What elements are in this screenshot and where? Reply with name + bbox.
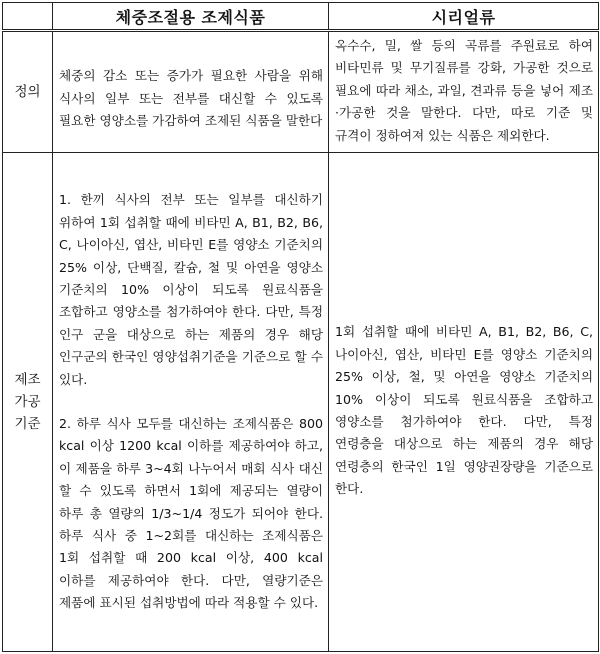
paragraph: 1회 섭취할 때에 비타민 A, B1, B2, B6, C, 나이아신, 엽산, 비타민 E를 영양소 기준치의 25% 이상, 철, 및 아연을 영양소 기준치의 10% 이상이 되도록 원료식품을 조합하고 영양소를 첨가하여야 한다. 다만, 특정 연령층을 대상으로 하는 제품의 경우 해당 연령층의 한국인 1일 영양권장량을 기준으로 한다.: [335, 324, 593, 497]
definition-row: [3, 31, 599, 153]
manufacturing-standard-row: [3, 153, 599, 652]
row-label-text: 가공: [14, 394, 41, 410]
manufacturing-weight-control-cell: [53, 153, 329, 652]
paragraph-item-1: 1. 한끼 식사의 전부 또는 일부를 대신하기 위하여 1회 섭취할 때에 비타민 A, B1, B2, B6, C, 나이아신, 엽산, 비타민 E를 영양소 기준치의 25% 이상, 단백질, 칼슘, 철 및 아연을 영양소 기준치의 10% 이상이 되도록 원료식품을 조합하고 영양소를 첨가하여야 한다. 다만, 특정 인구 군을 대상으로 하는 제품의 경우 해당 인구군의 한국인 영양섭취기준을 기준으로 할 수 있다.: [59, 192, 323, 387]
paragraph: 옥수수, 밀, 쌀 등의 곡류를 주원료로 하여 비타민류 및 무기질류를 강화, 가공한 것으로 필요에 따라 채소, 과일, 견과류 등을 넣어 제조·가공한 것을 말한다. 다만, 따로 기준 및 규격이 정하여져 있는 식품은 제외한다.: [335, 38, 593, 143]
header-weight-control-food: 체중조절용 조제식품: [53, 3, 329, 31]
row-label-text: 제조: [14, 372, 41, 388]
row-label-text: 기준: [14, 416, 41, 432]
manufacturing-cereal-cell: [329, 153, 599, 652]
paragraph-item-2: 2. 하루 식사 모두를 대신하는 조제식품은 800 kcal 이상 1200 kcal 이하를 제공하여야 하고, 이 제품을 하루 3~4회 나누어서 매회 식사 대신 할 수 있도록 하면서 1회에 제공되는 열량이 하루 총 열량의 1/3~1/4 정도가 되어야 한다. 하루 식사 중 1~2회를 대신하는 조제식품은 1회 섭취할 때 200 kcal 이상, 400 kcal 이하를 제공하여야 한다. 다만, 열량기준은 제품에 표시된 섭취방법에 따라 적용할 수 있다.: [59, 416, 323, 611]
definition-cereal-cell: [329, 31, 599, 153]
row-label-manufacturing-standard: [3, 153, 53, 652]
header-empty-cell: [3, 3, 53, 31]
row-label-text: 정의: [14, 84, 41, 100]
comparison-table: [2, 2, 599, 652]
row-label-definition: [3, 31, 53, 153]
header-row: [3, 3, 599, 31]
header-cereal: 시리얼류: [329, 3, 599, 31]
definition-weight-control-cell: [53, 31, 329, 153]
paragraph: 체중의 감소 또는 증가가 필요한 사람을 위해 식사의 일부 또는 전부를 대신할 수 있도록 필요한 영양소를 가감하여 조제된 식품을 말한다: [59, 68, 323, 129]
